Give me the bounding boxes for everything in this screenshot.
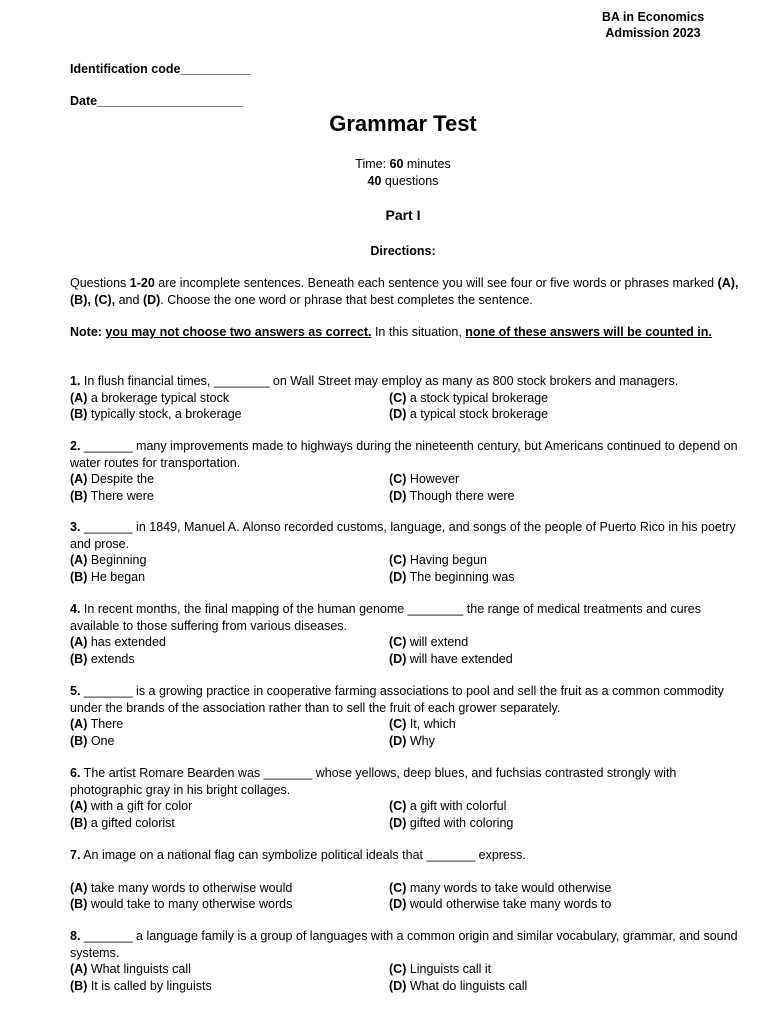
date-label: Date: [70, 94, 98, 108]
option-a[interactable]: [70, 390, 229, 407]
question-text: In recent months, the final mapping of the human genome ________ the range of medical treatments and cures available to those suffering from various diseases.: [70, 602, 701, 633]
option-text: Though there were: [406, 488, 515, 503]
instructions-text-3: and: [115, 292, 143, 307]
option-letter: (B): [70, 897, 88, 911]
option-c[interactable]: [389, 552, 487, 569]
question-text: _______ many improvements made to highways during the nineteenth century, but Americans continued to depend on water routes for transportation.: [70, 439, 738, 470]
option-letter: (A): [70, 799, 88, 813]
option-b[interactable]: [70, 896, 292, 913]
question-stem: [70, 847, 740, 864]
option-letter: (A): [70, 962, 88, 976]
option-a[interactable]: [70, 716, 123, 733]
question-1: [70, 373, 740, 423]
option-text: will extend: [406, 635, 469, 649]
question-text: An image on a national flag can symbolize political ideals that _______ express.: [80, 848, 526, 862]
option-text: One: [87, 733, 115, 748]
note-paragraph: [70, 324, 742, 341]
question-text: _______ is a growing practice in cooperative farming associations to pool and sell the fruit as a common commodity under the brands of the association rather than to sell the fruit of each grower separately.: [70, 684, 724, 715]
question-text: The artist Romare Bearden was _______ whose yellows, deep blues, and fuchsias contrasted strongly with photographic gray in his bright collages.: [70, 766, 677, 797]
option-c[interactable]: [389, 798, 506, 815]
note-emphasis-2: none of these answers will be counted in.: [465, 325, 712, 339]
option-letter: (B): [70, 815, 88, 830]
question-3: [70, 519, 740, 585]
instructions-letters: (A), (B), (C),: [70, 276, 739, 307]
option-a[interactable]: [70, 552, 146, 569]
option-d[interactable]: [389, 569, 515, 586]
option-text: However: [406, 472, 460, 486]
questions-suffix: questions: [381, 174, 439, 188]
option-a[interactable]: [70, 880, 292, 897]
question-text: In flush financial times, ________ on Wall Street may employ as many as 800 stock brokers and managers.: [80, 374, 679, 388]
option-c[interactable]: [389, 471, 459, 488]
option-d[interactable]: [389, 978, 527, 995]
option-a[interactable]: [70, 634, 166, 651]
option-letter: (C): [389, 472, 407, 486]
option-letter: (A): [70, 553, 88, 567]
option-letter: (D): [389, 733, 407, 748]
date-blank: _____________________: [97, 94, 244, 108]
option-text: a gifted colorist: [87, 815, 175, 830]
question-stem: [70, 601, 740, 634]
option-text: a brokerage typical stock: [87, 390, 230, 405]
option-letter: (C): [389, 553, 407, 567]
option-text: gifted with coloring: [406, 815, 514, 830]
option-letter: (B): [70, 978, 88, 993]
option-text: a typical stock brokerage: [406, 407, 549, 421]
option-text: with a gift for color: [87, 799, 193, 813]
option-letter: (C): [389, 962, 407, 976]
time-info: [0, 156, 768, 173]
questions-count: 40: [367, 174, 382, 188]
question-stem: [70, 373, 740, 390]
option-text: What do linguists call: [406, 978, 528, 993]
question-5: [70, 683, 740, 749]
program-header: [596, 9, 710, 41]
question-2: [70, 438, 740, 504]
question-number: 7.: [70, 848, 81, 862]
option-text: There: [87, 717, 124, 731]
time-suffix: minutes: [403, 157, 451, 171]
option-letter: (B): [70, 733, 88, 748]
option-letter: (B): [70, 651, 88, 666]
option-c[interactable]: [389, 390, 548, 407]
question-number: 8.: [70, 929, 81, 943]
option-d[interactable]: [389, 406, 548, 423]
option-letter: (A): [70, 390, 88, 405]
option-letter: (C): [389, 717, 407, 731]
identification-code-label: Identification code: [70, 62, 181, 76]
question-7: [70, 847, 740, 913]
option-text: The beginning was: [406, 569, 515, 584]
question-4: [70, 601, 740, 667]
option-letter: (D): [389, 815, 407, 830]
option-d[interactable]: [389, 488, 515, 505]
question-stem: [70, 928, 740, 961]
option-text: has extended: [87, 635, 166, 649]
option-c[interactable]: [389, 716, 456, 733]
option-letter: (A): [70, 472, 88, 486]
option-text: take many words to otherwise would: [87, 880, 293, 895]
option-d[interactable]: [389, 651, 513, 668]
option-text: Linguists call it: [406, 962, 492, 976]
instructions-paragraph: [70, 275, 742, 308]
option-text: It is called by linguists: [87, 978, 212, 993]
option-c[interactable]: [389, 634, 468, 651]
option-a[interactable]: [70, 471, 154, 488]
option-text: Despite the: [87, 472, 155, 486]
question-number: 3.: [70, 520, 81, 534]
time-prefix: Time:: [355, 157, 390, 171]
option-b[interactable]: [70, 815, 175, 832]
option-b[interactable]: [70, 651, 135, 668]
option-letter: (B): [70, 488, 88, 503]
option-letter: (A): [70, 880, 88, 895]
option-letter: (C): [389, 799, 407, 813]
time-value: 60: [389, 157, 404, 171]
note-middle: In this situation,: [371, 325, 466, 339]
date-field: [70, 93, 243, 110]
option-text: a gift with colorful: [406, 799, 507, 813]
option-b[interactable]: [70, 569, 145, 586]
directions-heading: Directions:: [370, 244, 436, 258]
option-letter: (B): [70, 569, 88, 584]
question-8: [70, 928, 740, 994]
question-stem: [70, 519, 740, 552]
instructions-text-1: Questions: [70, 276, 130, 290]
option-letter: (D): [389, 569, 407, 584]
option-text: will have extended: [406, 651, 513, 666]
part-heading: Part I: [385, 207, 421, 223]
option-letter: (D): [389, 978, 407, 993]
option-letter: (D): [389, 651, 407, 666]
test-title: Grammar Test: [329, 111, 477, 136]
option-d[interactable]: [389, 733, 435, 750]
option-text: Having begun: [406, 553, 487, 567]
option-letter: (A): [70, 635, 88, 649]
instructions-letter-d: (D): [142, 292, 161, 307]
question-number: 2.: [70, 439, 81, 453]
question-stem: [70, 438, 740, 471]
option-text: He began: [87, 569, 146, 584]
option-text: extends: [87, 651, 135, 666]
option-letter: (C): [389, 390, 407, 405]
question-stem: [70, 765, 740, 798]
option-text: What linguists call: [87, 962, 191, 976]
question-text: _______ a language family is a group of languages with a common origin and similar vocabulary, grammar, and sound systems.: [70, 929, 738, 960]
identification-code-field: [70, 61, 250, 78]
questions-info: [0, 173, 768, 190]
instructions-text-2: are incomplete sentences. Beneath each sentence you will see four or five words or phrases marked: [154, 276, 718, 290]
option-letter: (A): [70, 717, 88, 731]
option-text: Why: [406, 733, 435, 748]
option-d[interactable]: [389, 815, 513, 832]
option-letter: (B): [70, 407, 88, 421]
note-emphasis-1: you may not choose two answers as correct.: [105, 325, 372, 339]
option-letter: (D): [389, 407, 407, 421]
option-c[interactable]: [389, 880, 611, 897]
option-text: Beginning: [87, 553, 147, 567]
program-name: BA in Economics: [601, 10, 705, 24]
option-b[interactable]: [70, 488, 154, 505]
option-letter: (D): [389, 897, 407, 911]
note-label: Note:: [70, 325, 106, 339]
option-letter: (C): [389, 635, 407, 649]
option-text: would otherwise take many words to: [406, 897, 612, 911]
option-text: a stock typical brokerage: [406, 390, 549, 405]
option-text: many words to take would otherwise: [406, 880, 612, 895]
option-b[interactable]: [70, 978, 212, 995]
question-number: 6.: [70, 766, 81, 780]
question-text: _______ in 1849, Manuel A. Alonso recorded customs, language, and songs of the people of Puerto Rico in his poetry and prose.: [70, 520, 736, 551]
question-stem: [70, 683, 740, 716]
admission-year: Admission 2023: [605, 26, 701, 40]
identification-code-blank: __________: [180, 62, 250, 76]
option-text: would take to many otherwise words: [87, 897, 293, 911]
option-text: It, which: [406, 717, 456, 731]
option-letter: (D): [389, 488, 407, 503]
option-text: There were: [87, 488, 154, 503]
question-number: 5.: [70, 684, 81, 698]
question-number: 1.: [70, 374, 81, 388]
option-d[interactable]: [389, 896, 611, 913]
question-number: 4.: [70, 602, 81, 616]
option-b[interactable]: [70, 406, 242, 423]
option-c[interactable]: [389, 961, 491, 978]
option-text: typically stock, a brokerage: [87, 407, 242, 421]
option-a[interactable]: [70, 961, 191, 978]
instructions-range: 1-20: [129, 276, 155, 290]
option-letter: (C): [389, 880, 407, 895]
option-b[interactable]: [70, 733, 114, 750]
option-a[interactable]: [70, 798, 192, 815]
instructions-text-4: . Choose the one word or phrase that best completes the sentence.: [160, 292, 533, 307]
question-6: [70, 765, 740, 831]
